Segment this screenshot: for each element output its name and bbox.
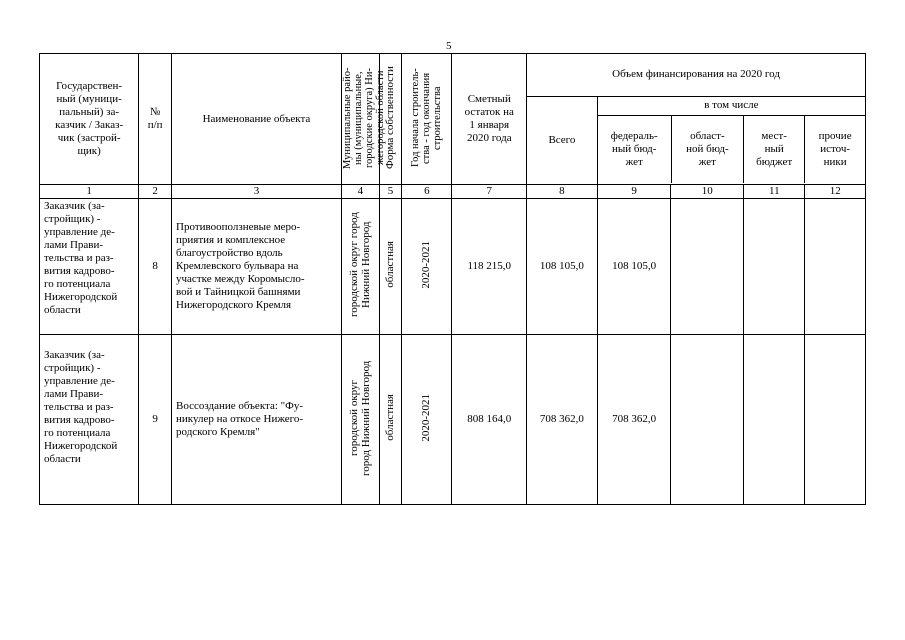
row-regional	[671, 199, 744, 335]
column-number: 6	[402, 185, 452, 199]
header-customer: Государствен- ный (муници- пальный) за- казчик / Заказ- чик (застрой- щик)	[40, 54, 139, 185]
row-municipality: городской округ город Нижний Новгород	[341, 199, 379, 335]
row-total: 108 105,0	[527, 199, 598, 335]
column-number: 3	[172, 185, 342, 199]
row-estimate: 118 215,0	[452, 199, 527, 335]
row-federal: 108 105,0	[597, 199, 671, 335]
row-years: 2020-2021	[402, 199, 452, 335]
column-number: 5	[379, 185, 402, 199]
column-number: 4	[341, 185, 379, 199]
header-including: в том числе	[598, 97, 865, 116]
row-total: 708 362,0	[527, 335, 598, 505]
row-local	[744, 335, 805, 505]
row-number: 9	[139, 335, 172, 505]
header-including-group	[597, 96, 865, 184]
header-financing: Объем финансирования на 2020 год	[527, 54, 866, 97]
column-number: 8	[527, 185, 598, 199]
row-object-name: Противооползневые меро- приятия и комплексное благоустройство вдоль Кремлевского бульвара на участке между Коромысло- вой и Тайницкой башнями Нижегородского Кремля	[172, 199, 342, 335]
row-ownership: областная	[379, 199, 402, 335]
row-regional	[671, 335, 744, 505]
column-number: 11	[744, 185, 805, 199]
header-estimate: Сметный остаток на 1 января 2020 года	[452, 54, 527, 185]
table-row	[40, 335, 866, 505]
row-municipality: городской округ город Нижний Новгород	[341, 335, 379, 505]
column-number: 10	[671, 185, 744, 199]
header-object-name: Наименование объекта	[172, 54, 342, 185]
header-years: Год начала строитель- ства - год окончания строительства	[402, 54, 452, 185]
row-estimate: 808 164,0	[452, 335, 527, 505]
header-other: прочие источ- ники	[818, 129, 852, 168]
header-ownership: Форма собственности	[379, 54, 402, 185]
header-local: мест- ный бюджет	[744, 116, 805, 183]
row-other	[805, 335, 866, 505]
column-number: 9	[597, 185, 671, 199]
row-customer: Заказчик (за- стройщик) - управление де- лами Прави- тельства и раз- вития кадрово- го потенциала Нижегородской области	[40, 199, 139, 335]
row-other	[805, 199, 866, 335]
header-number: № п/п	[139, 54, 172, 185]
column-numbers-row	[40, 185, 866, 199]
page-number: 5	[446, 40, 452, 52]
header-federal: федераль- ный бюд- жет	[598, 116, 671, 183]
row-local	[744, 199, 805, 335]
row-object-name: Воссоздание объекта: "Фу- никулер на откосе Нижего- родского Кремля"	[172, 335, 342, 505]
row-number: 8	[139, 199, 172, 335]
row-federal: 708 362,0	[597, 335, 671, 505]
row-ownership: областная	[379, 335, 402, 505]
column-number: 2	[139, 185, 172, 199]
financing-table	[39, 53, 866, 505]
column-number: 1	[40, 185, 139, 199]
header-regional: област- ной бюд- жет	[671, 116, 743, 183]
header-row-1	[40, 54, 866, 97]
row-customer: Заказчик (за- стройщик) - управление де- лами Прави- тельства и раз- вития кадрово- го потенциала Нижегородской области	[40, 335, 139, 505]
header-total: Всего	[527, 96, 598, 184]
header-municipality: Муниципальные райо- ны (муниципальные, городские округа) Ни- жегородской области	[341, 54, 379, 185]
row-years: 2020-2021	[402, 335, 452, 505]
table-row	[40, 199, 866, 335]
column-number: 12	[805, 185, 866, 199]
column-number: 7	[452, 185, 527, 199]
